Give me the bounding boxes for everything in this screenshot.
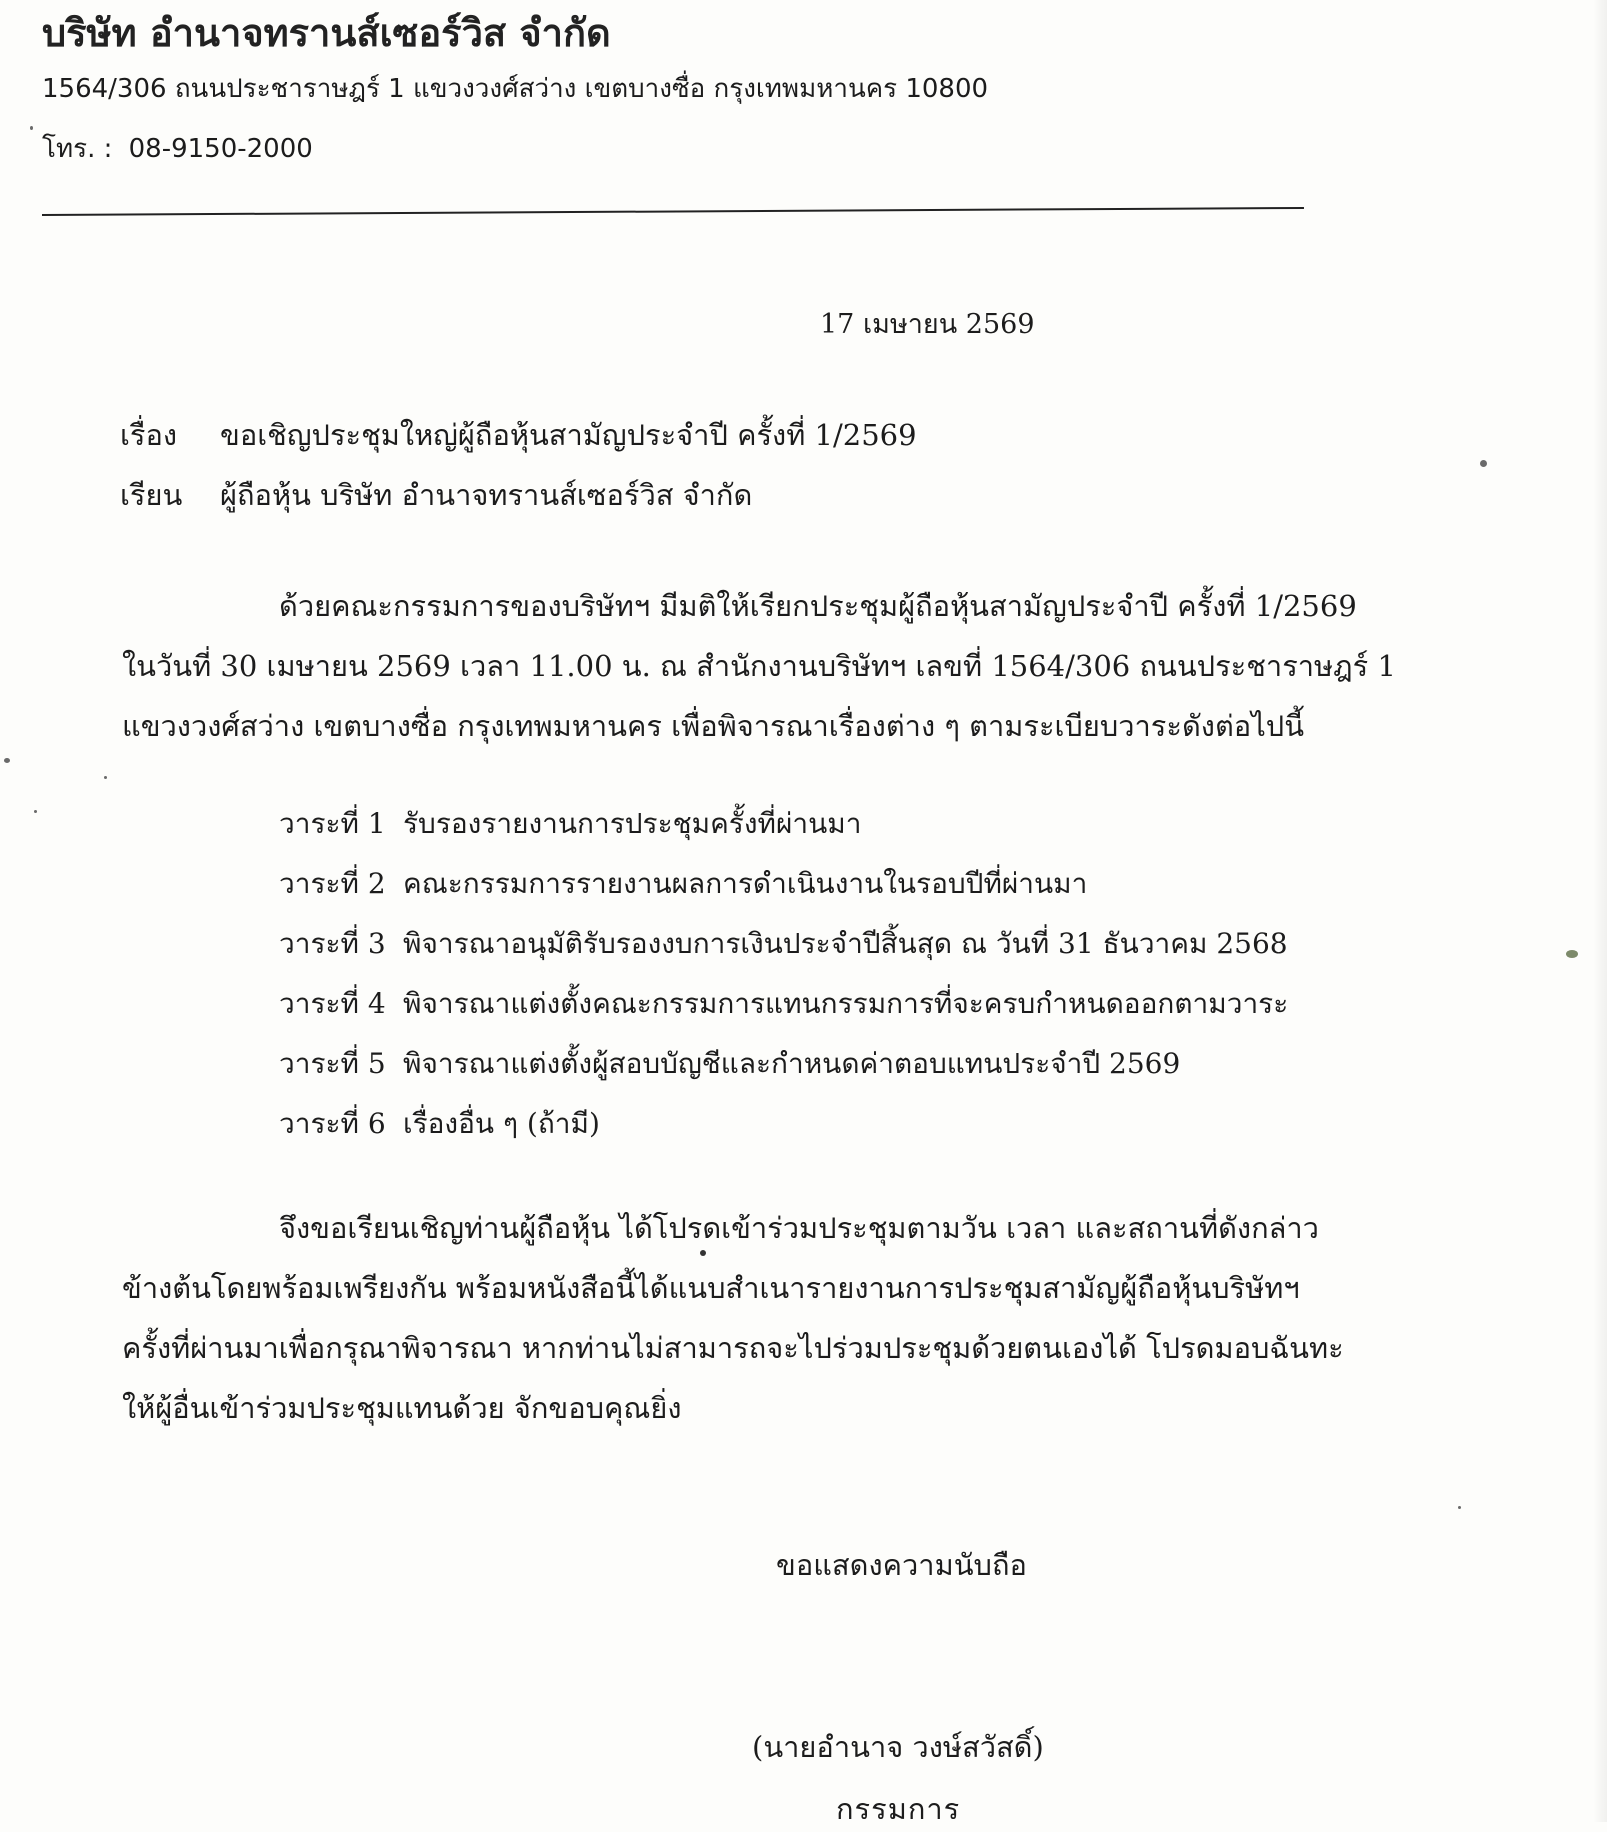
scan-speck	[700, 1250, 706, 1256]
agenda-text: พิจารณาแต่งตั้งผู้สอบบัญชีและกำหนดค่าตอบแทนประจำปี 2569	[403, 1047, 1181, 1080]
agenda-text: เรื่องอื่น ๆ (ถ้ามี)	[403, 1107, 600, 1140]
scan-speck	[1566, 950, 1578, 958]
signer-name: (นายอำนาจ วงษ์สวัสดิ์)	[752, 1730, 1044, 1764]
phone-number: 08-9150-2000	[128, 134, 313, 164]
agenda-text: รับรองรายงานการประชุมครั้งที่ผ่านมา	[403, 807, 862, 840]
intro-paragraph	[122, 576, 1396, 756]
scan-edge-shadow	[1593, 0, 1607, 1822]
agenda-text: พิจารณาแต่งตั้งคณะกรรมการแทนกรรมการที่จะครบกำหนดออกตามวาระ	[403, 987, 1289, 1020]
agenda-number: วาระที่ 5	[279, 1047, 386, 1080]
recipient-text: ผู้ถือหุ้น บริษัท อำนาจทรานส์เซอร์วิส จำกัด	[220, 478, 753, 512]
recipient-label: เรียน	[120, 478, 183, 512]
scan-speck	[1458, 1506, 1461, 1509]
scan-speck	[30, 126, 33, 130]
invitation-line: ให้ผู้อื่นเข้าร่วมประชุมแทนด้วย จักขอบคุณยิ่ง	[122, 1391, 682, 1425]
letter-date: 17 เมษายน 2569	[820, 309, 1035, 340]
company-address: 1564/306 ถนนประชาราษฎร์ 1 แขวงวงศ์สว่าง เขตบางซื่อ กรุงเทพมหานคร 10800	[42, 74, 989, 104]
invitation-line: ครั้งที่ผ่านมาเพื่อกรุณาพิจารณา หากท่านไม่สามารถจะไปร่วมประชุมด้วยตนเองได้ โปรดมอบฉันทะ	[122, 1331, 1344, 1365]
company-phone-line	[42, 128, 313, 169]
subject-text: ขอเชิญประชุมใหญ่ผู้ถือหุ้นสามัญประจำปี ครั้งที่ 1/2569	[220, 418, 917, 452]
letterhead-divider	[42, 207, 1304, 216]
intro-line: ด้วยคณะกรรมการของบริษัทฯ มีมติให้เรียกประชุมผู้ถือหุ้นสามัญประจำปี ครั้งที่ 1/2569	[279, 589, 1357, 623]
intro-line: ในวันที่ 30 เมษายน 2569 เวลา 11.00 น. ณ สำนักงานบริษัทฯ เลขที่ 1564/306 ถนนประชาราษฎร์ 1	[122, 649, 1396, 683]
invitation-line: จึงขอเรียนเชิญท่านผู้ถือหุ้น ได้โปรดเข้าร่วมประชุมตามวัน เวลา และสถานที่ดังกล่าว	[279, 1211, 1319, 1245]
agenda-number: วาระที่ 6	[279, 1107, 386, 1140]
agenda-number: วาระที่ 4	[279, 987, 386, 1020]
intro-line: แขวงวงศ์สว่าง เขตบางซื่อ กรุงเทพมหานคร เพื่อพิจารณาเรื่องต่าง ๆ ตามระเบียบวาระดังต่อไปนี้	[122, 709, 1305, 743]
scan-speck	[34, 810, 37, 813]
agenda-number: วาระที่ 2	[279, 867, 386, 900]
scan-speck	[1480, 460, 1487, 467]
closing-salutation: ขอแสดงความนับถือ	[776, 1548, 1027, 1582]
phone-label: โทร. :	[42, 134, 113, 164]
agenda-number: วาระที่ 1	[279, 807, 386, 840]
agenda-text: พิจารณาอนุมัติรับรองงบการเงินประจำปีสิ้นสุด ณ วันที่ 31 ธันวาคม 2568	[403, 927, 1288, 960]
invitation-paragraph	[122, 1198, 1344, 1438]
invitation-line: ข้างต้นโดยพร้อมเพรียงกัน พร้อมหนังสือนี้ได้แนบสำเนารายงานการประชุมสามัญผู้ถือหุ้นบริษัทฯ	[122, 1271, 1300, 1305]
agenda-number: วาระที่ 3	[279, 927, 386, 960]
company-name: บริษัท อำนาจทรานส์เซอร์วิส จำกัด	[42, 11, 611, 55]
agenda-text: คณะกรรมการรายงานผลการดำเนินงานในรอบปีที่ผ่านมา	[403, 867, 1088, 900]
scan-speck	[4, 758, 10, 763]
signer-title: กรรมการ	[836, 1792, 961, 1826]
subject-label: เรื่อง	[120, 418, 178, 452]
scan-speck	[104, 776, 107, 779]
